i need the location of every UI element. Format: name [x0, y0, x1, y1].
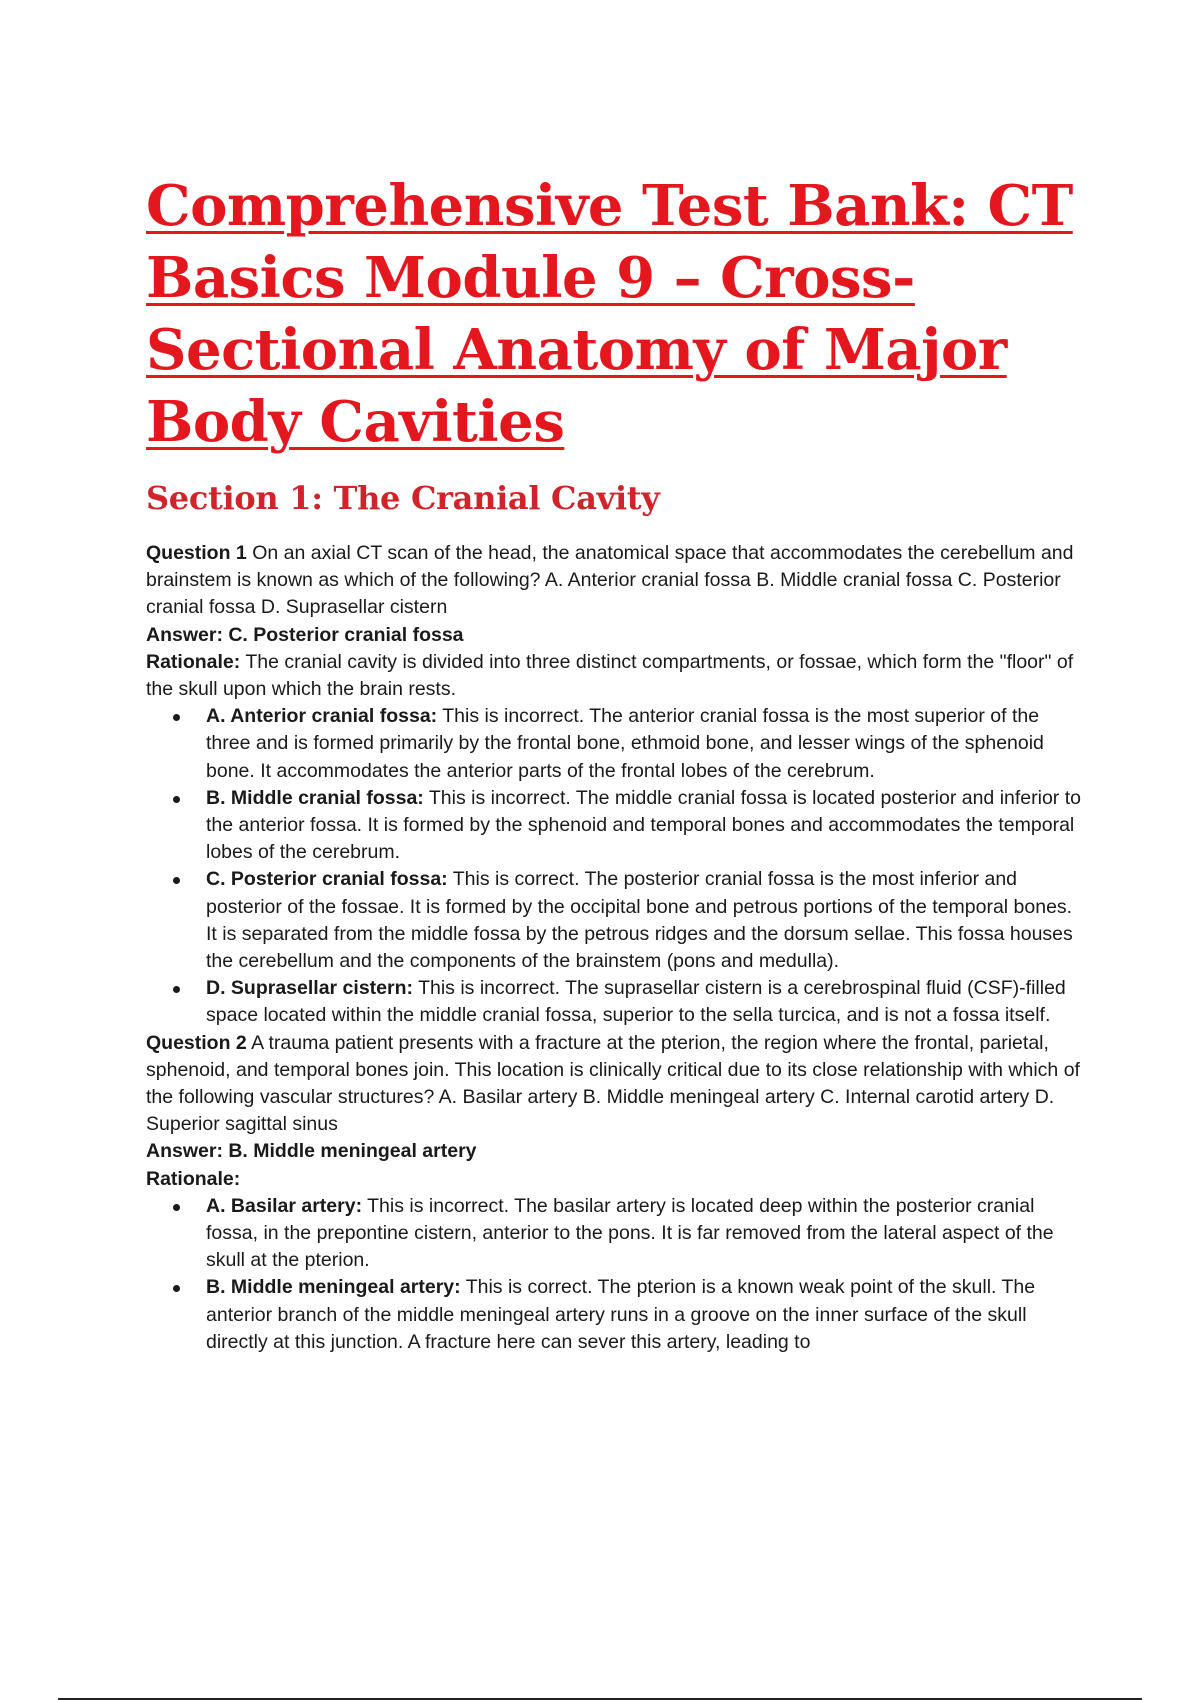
question-2-options	[146, 1193, 1086, 1356]
option-term: A. Anterior cranial fossa:	[206, 705, 438, 728]
list-item	[146, 975, 1086, 1029]
option-term: A. Basilar artery:	[206, 1194, 363, 1217]
question-2-answer: Answer: B. Middle meningeal artery	[146, 1140, 477, 1163]
question-1-options	[146, 703, 1086, 1029]
option-text: This is incorrect. The basilar artery is located deep within the posterior cranial fossa, in the prepontine cistern, anterior to the pons. It is far removed from the lateral aspect of the skull at the pterion.	[206, 1194, 1054, 1272]
option-text: This is incorrect. The anterior cranial fossa is the most superior of the three and is formed primarily by the frontal bone, ethmoid bone, and lesser wings of the sphenoid bone. It accommodates the anterior parts of the frontal lobes of the cerebrum.	[206, 705, 1044, 782]
question-2-rationale-label: Rationale:	[146, 1167, 241, 1190]
option-term: B. Middle meningeal artery:	[206, 1276, 461, 1299]
document-page	[146, 170, 1086, 1356]
list-item	[146, 866, 1086, 975]
option-text: This is correct. The pterion is a known weak point of the skull. The anterior branch of the middle meningeal artery runs in a groove on the inner surface of the skull directly at this junction. A fracture here can sever this artery, leading to	[206, 1276, 1036, 1353]
option-text: This is incorrect. The suprasellar cistern is a cerebrospinal fluid (CSF)-filled space located within the middle cranial fossa, superior to the sella turcica, and is not a fossa itself.	[206, 977, 1066, 1027]
option-text: This is correct. The posterior cranial fossa is the most inferior and posterior of the fossae. It is formed by the occipital bone and petrous portions of the temporal bones. It is separated from the middle fossa by the petrous ridges and the dorsum sellae. This fossa houses the cerebellum and the components of the brainstem (pons and medulla).	[206, 868, 1073, 973]
list-item	[146, 785, 1086, 867]
question-1-label: Question 1	[146, 542, 247, 564]
rationale-label: Rationale:	[146, 650, 241, 673]
list-item	[146, 703, 1086, 785]
list-item	[146, 1193, 1086, 1275]
document-title: Comprehensive Test Bank: CT Basics Module 9 – Cross-Sectional Anatomy of Major Body Cavities	[146, 173, 1073, 455]
option-term: B. Middle cranial fossa:	[206, 786, 424, 809]
list-item	[146, 1274, 1086, 1356]
section-heading: Section 1: The Cranial Cavity	[146, 479, 660, 517]
rationale-text: The cranial cavity is divided into three distinct compartments, or fossae, which form the "floor" of the skull upon which the brain rests.	[146, 650, 1074, 701]
question-1-rationale	[146, 649, 1086, 703]
question-2	[146, 1030, 1086, 1139]
option-term: C. Posterior cranial fossa:	[206, 868, 448, 891]
question-2-text: A trauma patient presents with a fracture at the pterion, the region where the frontal, parietal, sphenoid, and temporal bones join. This location is clinically critical due to its close relationship with which of the following vascular structures? A. Basilar artery B. Middle meningeal artery C. Internal carotid artery D. Superior sagittal sinus	[146, 1031, 1080, 1136]
question-2-label: Question 2	[146, 1031, 247, 1054]
question-1-text: On an axial CT scan of the head, the anatomical space that accommodates the cerebellum and brainstem is known as which of the following? A. Anterior cranial fossa B. Middle cranial fossa C. Posterior cranial fossa D. Suprasellar cistern	[146, 542, 1074, 619]
question-1-answer: Answer: C. Posterior cranial fossa	[146, 623, 464, 646]
question-1	[146, 540, 1086, 622]
option-text: This is incorrect. The middle cranial fossa is located posterior and inferior to the anterior fossa. It is formed by the sphenoid and temporal bones and accommodates the temporal lobes of the cerebrum.	[206, 786, 1081, 864]
option-term: D. Suprasellar cistern:	[206, 977, 413, 1000]
